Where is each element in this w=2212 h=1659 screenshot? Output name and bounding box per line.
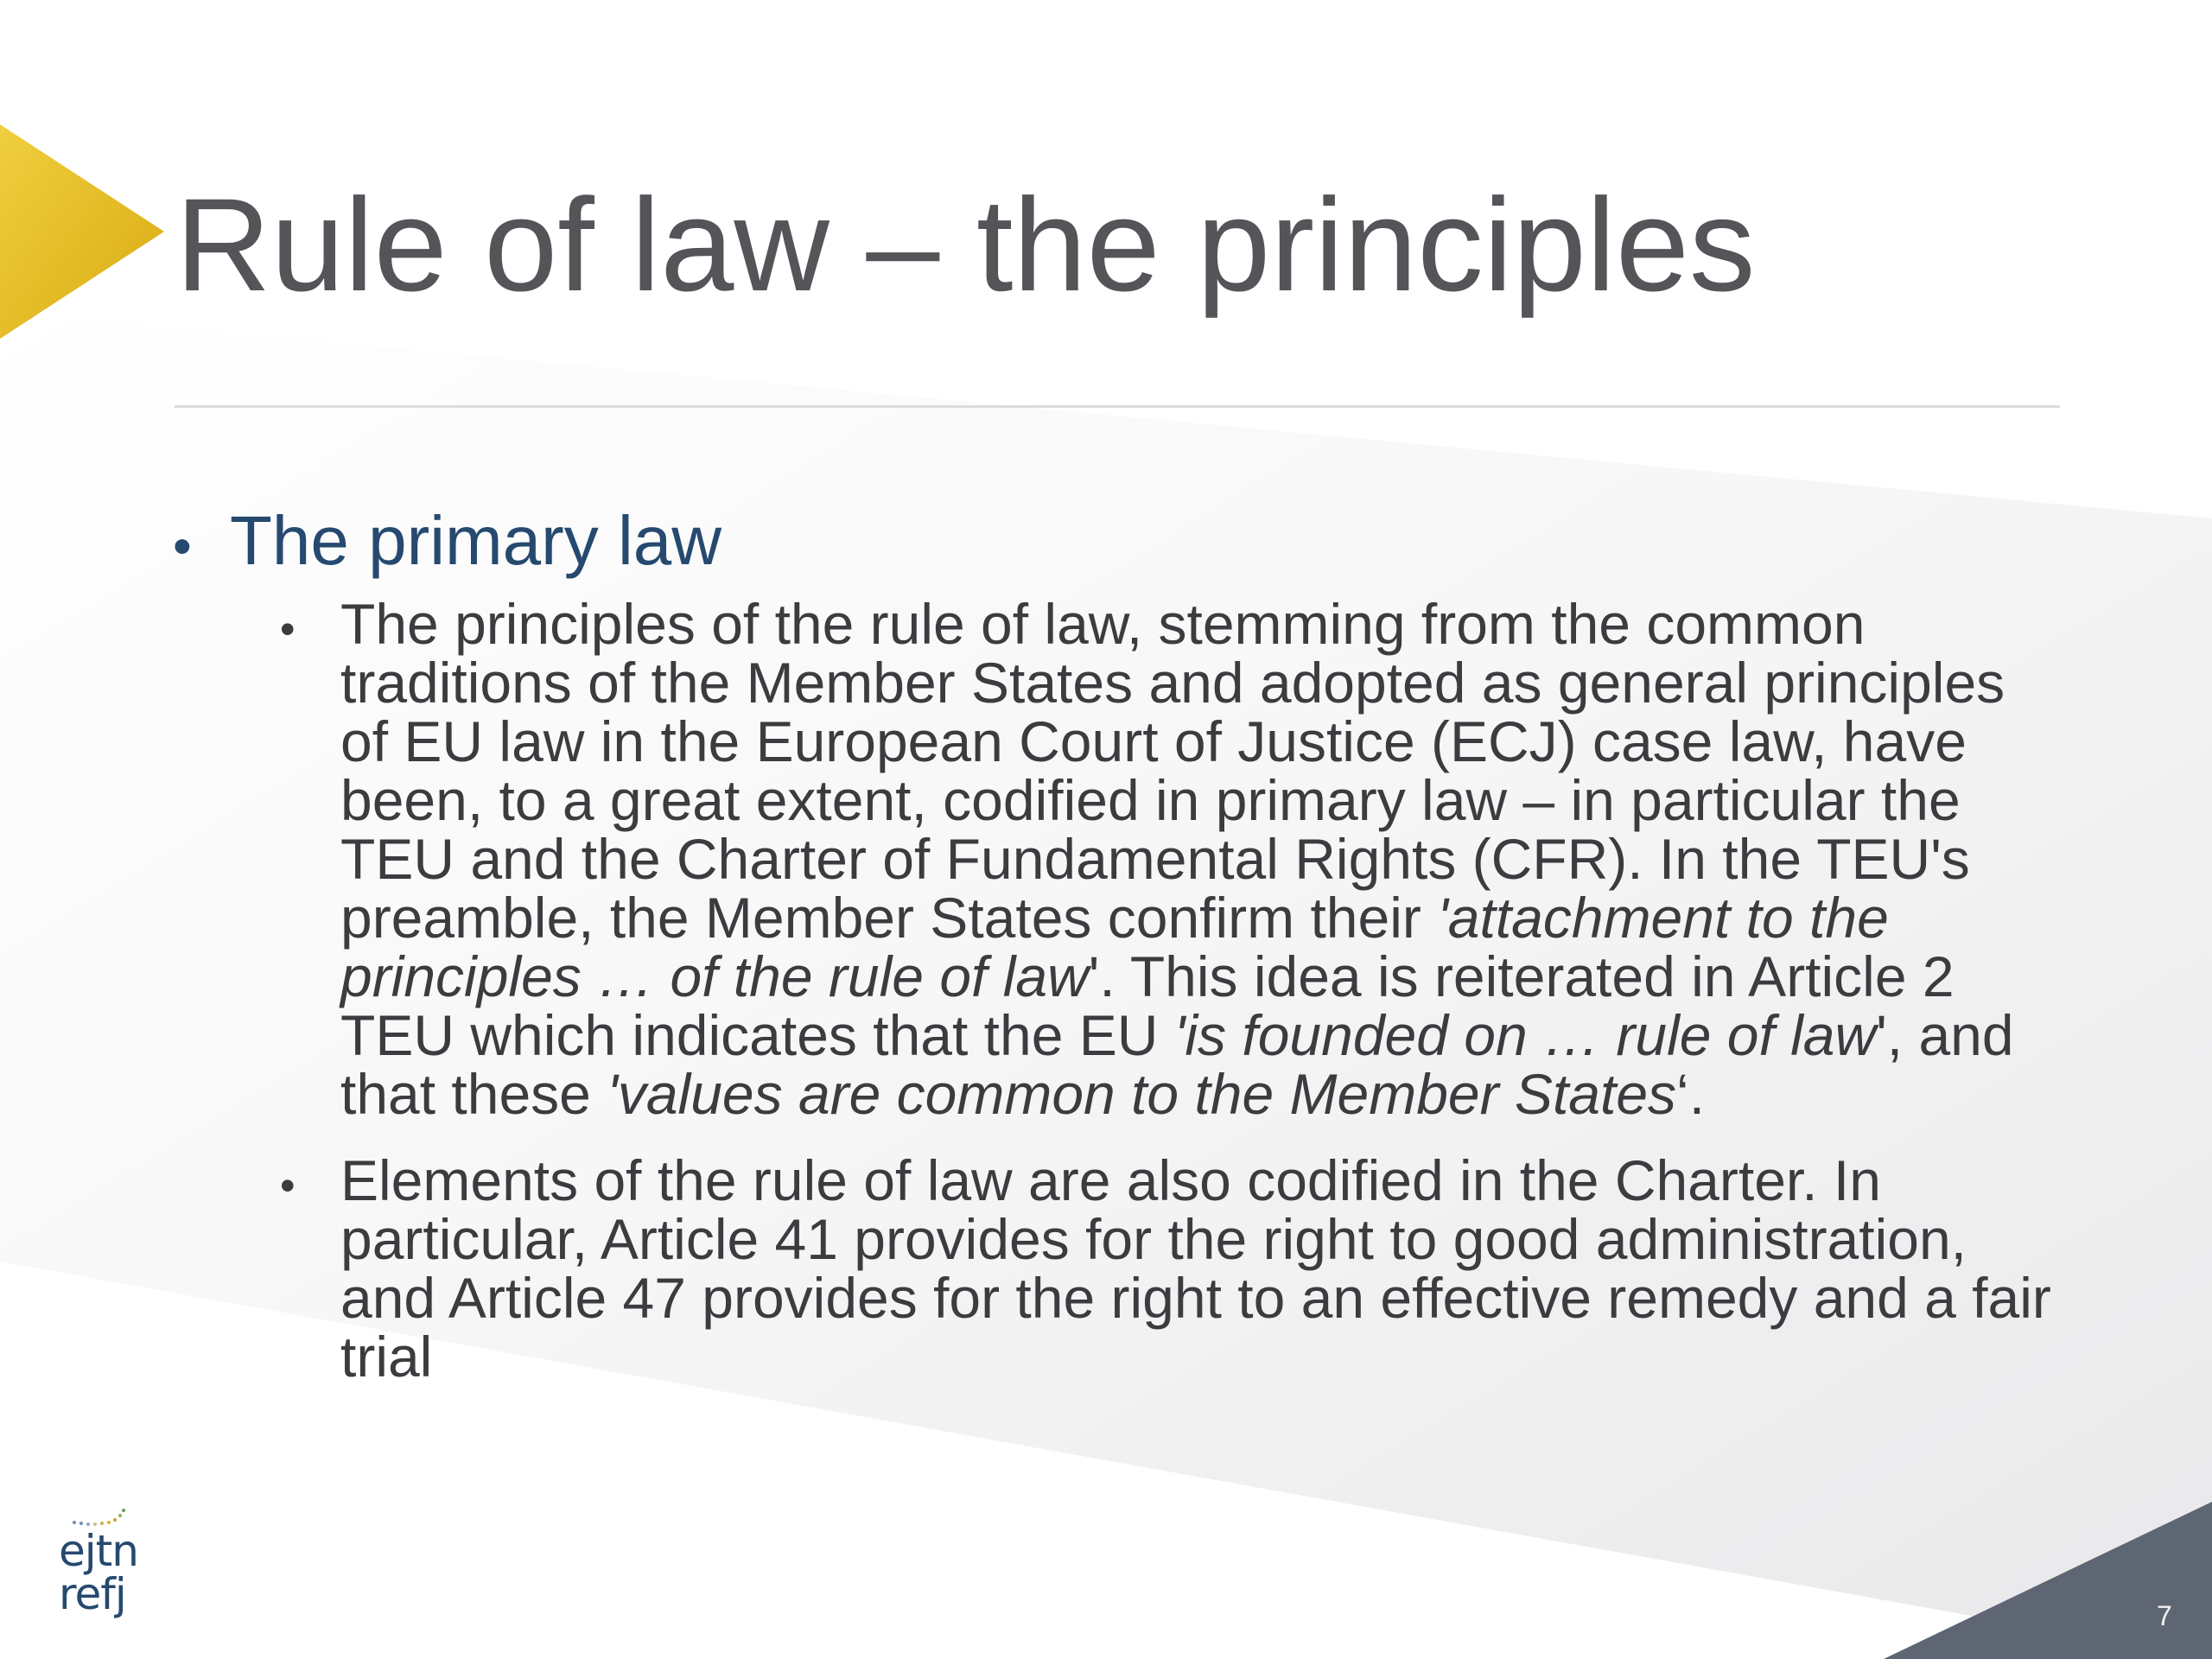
bullet-text	[340, 1148, 2056, 1389]
quote-run: 'attachment to the principles … of the rule of law	[340, 886, 1889, 1008]
logo-text-bottom: refj	[59, 1569, 126, 1619]
logo-text-top: ejtn	[59, 1526, 138, 1576]
bullet-level1	[173, 499, 2074, 582]
text-run: ', and that these	[340, 1003, 2014, 1126]
title-divider	[175, 405, 2060, 408]
page-number: 7	[2157, 1600, 2172, 1631]
text-run: ‘.	[1676, 1062, 1706, 1126]
slide-title: Rule of law – the principles	[175, 171, 1756, 319]
quote-run: 'values are common to the Member States	[607, 1062, 1677, 1126]
bullet-text	[340, 592, 2056, 1126]
bullet-marker: •	[280, 605, 296, 653]
text-run: Elements of the rule of law are also codified in the Charter. In particular, Article 41 provides for the right to good administration, and Article 47 provides for the right to an effective remedy and a fair trial	[340, 1148, 2051, 1389]
slide-content	[173, 499, 2074, 1389]
ejtn-logo	[59, 1505, 162, 1635]
bullet-level1-text: The primary law	[230, 502, 722, 579]
bullet-level2-item	[280, 1148, 2074, 1389]
bullet-level2-item	[280, 592, 2074, 1126]
text-run: '. This idea is reiterated in Article 2 TEU which indicates that the EU	[340, 944, 1955, 1067]
quote-run: 'is founded on … rule of law	[1173, 1003, 1877, 1067]
bullet-marker: •	[280, 1161, 296, 1210]
text-run: The principles of the rule of law, stemming from the common traditions of the Member States and adopted as general principles of EU law in the European Court of Justice (ECJ) case law, have been, to a great extent, codified in primary law – in particular the TEU and the Charter of Fundamental Rights (CFR). In the TEU's preamble, the Member States confirm their	[340, 592, 2005, 950]
bullet-marker: •	[173, 517, 192, 576]
